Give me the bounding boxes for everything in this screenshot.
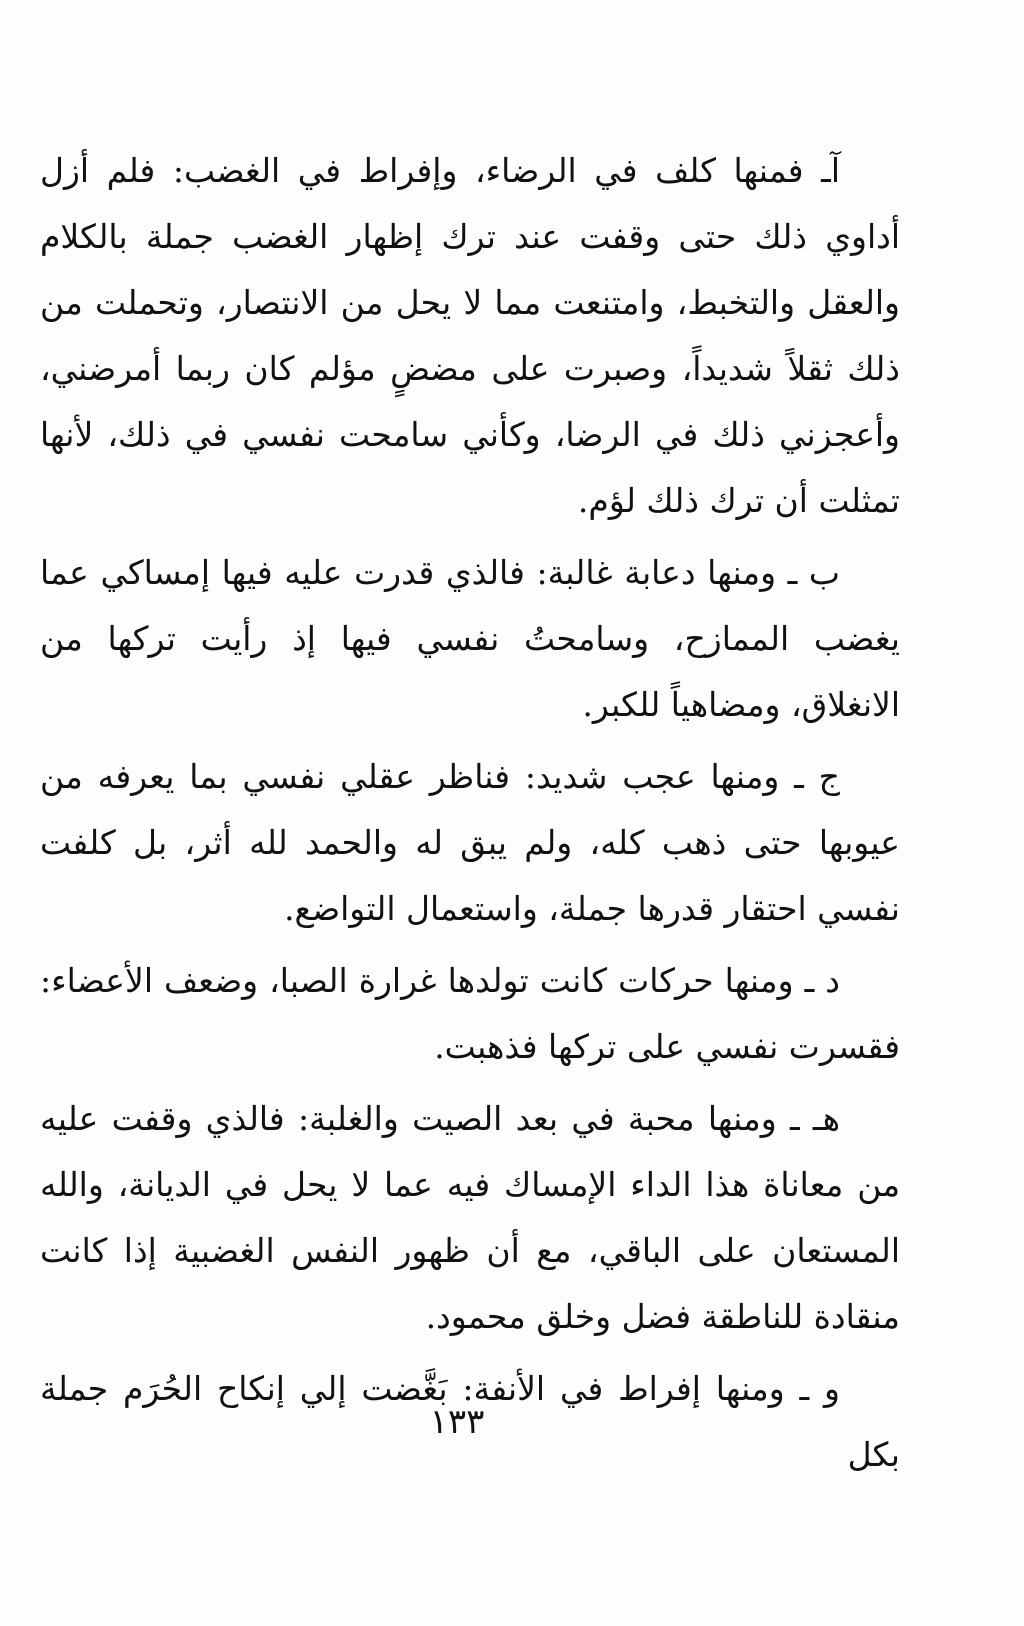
body-text <box>40 138 900 1488</box>
paragraph-alif: آـ فمنها كلف في الرضاء، وإفراط في الغضب: فلم أزل أداوي ذلك حتى وقفت عند ترك إظهار الغضب جملة بالكلام والعقل والتخبط، وامتنعت مما لا يحل من الانتصار، وتحملت من ذلك ثقلاً شديداً، وصبرت على مضضٍ مؤلم كان ربما أمرضني، وأعجزني ذلك في الرضا، وكأني سامحت نفسي في ذلك، لأنها تمثلت أن ترك ذلك لؤم. <box>40 151 900 520</box>
page-number: ١٣٣ <box>429 1402 485 1442</box>
paragraph-waw: و ـ ومنها إفراط في الأنفة: بَغَّضت إلي إنكاح الحُرَم جملة بكل <box>40 1369 900 1474</box>
paragraph-jim: ج ـ ومنها عجب شديد: فناظر عقلي نفسي بما يعرفه من عيوبها حتى ذهب كله، ولم يبق له والحمد لله أثر، بل كلفت نفسي احتقار قدرها جملة، واستعمال التواضع. <box>40 757 900 928</box>
paragraph-dal: د ـ ومنها حركات كانت تولدها غرارة الصبا، وضعف الأعضاء: فقسرت نفسي على تركها فذهبت. <box>40 961 900 1066</box>
paragraph-ba: ب ـ ومنها دعابة غالبة: فالذي قدرت عليه فيها إمساكي عما يغضب الممازح، وسامحتُ نفسي فيها إذ رأيت تركها من الانغلاق، ومضاهياً للكبر. <box>40 553 900 724</box>
paragraph-ha: هـ ـ ومنها محبة في بعد الصيت والغلبة: فالذي وقفت عليه من معاناة هذا الداء الإمساك فيه عما لا يحل في الديانة، والله المستعان على الباقي، مع أن ظهور النفس الغضبية إذا كانت منقادة للناطقة فضل وخلق محمود. <box>40 1099 900 1336</box>
